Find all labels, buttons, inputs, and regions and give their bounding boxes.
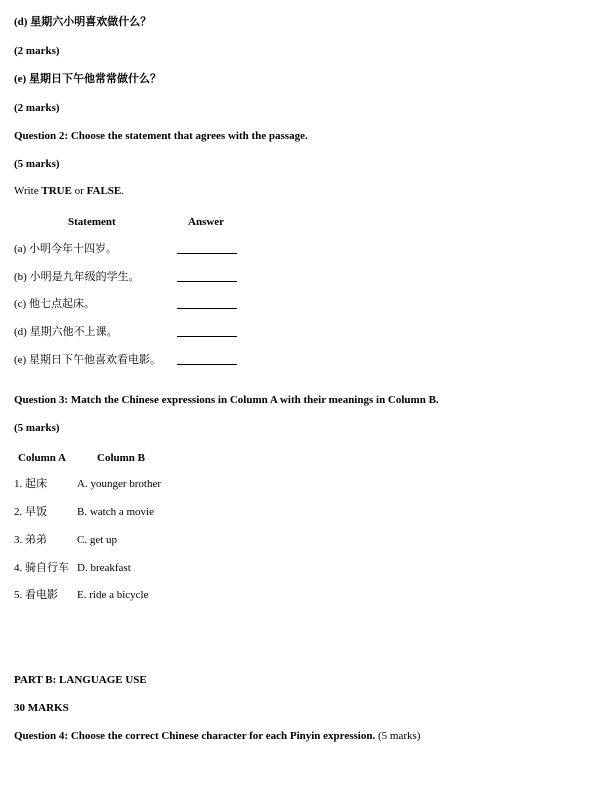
q2-title: Question 2: Choose the statement that agrees with the passage.	[14, 130, 308, 142]
q2-header-answer: Answer	[188, 216, 225, 228]
q2-marks: (5 marks)	[14, 158, 60, 170]
q2-row-b: (b) 小明是九年级的学生。	[14, 271, 140, 283]
q2-row-a: (a) 小明今年十四岁。	[14, 243, 117, 255]
partb-marks: 30 MARKS	[14, 702, 69, 714]
instr-post: .	[121, 185, 124, 197]
q2-instruction	[14, 184, 124, 198]
instr-mid: or	[71, 185, 87, 197]
q3-a-1: 1. 起床	[14, 478, 47, 490]
instr-pre: Write	[14, 185, 42, 197]
answer-blank-b[interactable]	[177, 272, 237, 282]
q3-b-5: E. ride a bicycle	[77, 589, 149, 601]
q3-b-4: D. breakfast	[77, 562, 131, 574]
q3-b-2: B. watch a movie	[77, 506, 154, 518]
answer-blank-a[interactable]	[177, 244, 237, 254]
q2-row-d: (d) 星期六他不上课。	[14, 326, 118, 338]
q3-a-5: 5. 看电影	[14, 589, 58, 601]
instr-true: TRUE	[41, 185, 72, 197]
answer-blank-c[interactable]	[177, 299, 237, 309]
answer-blank-e[interactable]	[177, 355, 237, 365]
answer-blank-d[interactable]	[177, 327, 237, 337]
q4-marks: (5 marks)	[377, 730, 421, 742]
q3-b-1: A. younger brother	[77, 478, 162, 490]
q3-b-3: C. get up	[77, 534, 118, 546]
q3-header-b: Column B	[97, 452, 145, 464]
q3-title: Question 3: Match the Chinese expressions in Column A with their meanings in Column B.	[14, 394, 439, 406]
q2-row-c: (c) 他七点起床。	[14, 298, 95, 310]
q4-line	[14, 729, 420, 743]
q1-d-marks: (2 marks)	[14, 45, 60, 57]
q2-header-statement: Statement	[68, 216, 116, 228]
q3-a-4: 4. 骑自行车	[14, 562, 69, 574]
q4-title: Question 4: Choose the correct Chinese character for each Pinyin expression.	[14, 730, 376, 742]
q1-d-question: (d) 星期六小明喜欢做什么？	[14, 16, 152, 28]
instr-false: FALSE	[86, 185, 122, 197]
q1-e-question: (e) 星期日下午他常常做什么？	[14, 73, 161, 85]
q3-marks: (5 marks)	[14, 422, 60, 434]
q2-row-e: (e) 星期日下午他喜欢看电影。	[14, 354, 161, 366]
q1-e-marks: (2 marks)	[14, 102, 60, 114]
q3-a-3: 3. 弟弟	[14, 534, 47, 546]
q3-header-a: Column A	[18, 452, 66, 464]
partb-title: PART B: LANGUAGE USE	[14, 674, 147, 686]
q3-a-2: 2. 早饭	[14, 506, 47, 518]
